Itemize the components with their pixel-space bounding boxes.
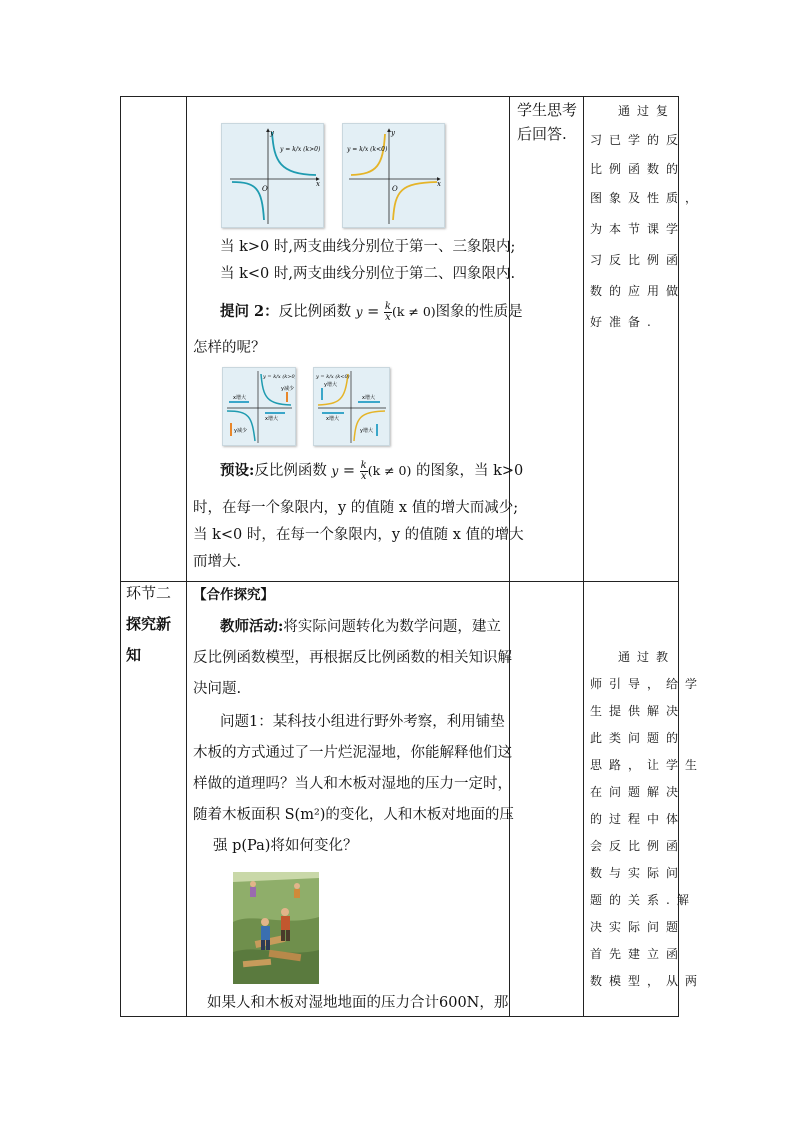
- svg-text:y减少: y减少: [281, 386, 294, 392]
- fraction-k-over-x: $\frac{k}{x}$: [384, 300, 391, 323]
- hyperbola-k-negative: [343, 124, 444, 227]
- preset-condition: (k ≠ 0): [367, 463, 412, 478]
- svg-text:O: O: [262, 185, 268, 193]
- preset-text: 反比例函数: [254, 463, 327, 479]
- graph-k-positive: [221, 123, 324, 228]
- preset-text: 的图象，当 k>0: [416, 463, 524, 479]
- svg-text:y增大: y增大: [324, 382, 337, 388]
- teacher-line-1: [220, 617, 501, 637]
- question-2-line-2: 怎样的呢？: [193, 340, 266, 356]
- design-intent-2-line: 会反比例函: [590, 839, 686, 853]
- design-intent-line: 为本节课学: [590, 222, 686, 236]
- design-intent-2-line: 师引导，给学: [590, 677, 705, 691]
- student-activity-line-2: 后回答.: [517, 125, 567, 143]
- design-intent-2-line: 在问题解决: [590, 785, 686, 799]
- section-title: 【合作探究】: [193, 587, 274, 603]
- svg-text:y减少: y减少: [234, 428, 247, 434]
- design-intent-line: 习已学的反: [590, 133, 686, 147]
- hyperbola-k-positive: [222, 124, 323, 227]
- question-2-text: 反比例函数: [278, 304, 352, 320]
- design-intent-2-line: 此类问题的: [590, 731, 686, 745]
- svg-text:x: x: [437, 180, 441, 188]
- svg-text:y = k/x (k<0): y = k/x (k<0): [347, 146, 388, 153]
- table-border-top: [120, 96, 679, 97]
- question-2-line: 提问 2：反比例函数 y = $\frac{k}{x}$ (k ≠ 0)图象的性质是: [220, 300, 523, 323]
- student-activity-line-1: 学生思考: [517, 101, 578, 119]
- teacher-label: 教师活动:: [220, 618, 284, 635]
- svg-text:x增大: x增大: [326, 416, 339, 422]
- graph-k-positive-trend: [222, 367, 296, 446]
- hyperbola-trend-k-negative: [314, 368, 389, 445]
- property-line-1: 当 k>0 时,两支曲线分别位于第一、三象限内;: [220, 239, 516, 255]
- column-divider-1: [186, 96, 187, 1017]
- svg-text:y: y: [270, 129, 274, 137]
- problem-line-2: 木板的方式通过了一片烂泥湿地，你能解释他们这: [193, 745, 512, 761]
- preset-line-1: 预设:反比例函数 y = $\frac{k}{x}$ (k ≠ 0) 的图象，当 k>0: [220, 459, 524, 482]
- design-intent-line: 通过复: [618, 104, 676, 118]
- design-intent-line: 习反比例函: [590, 253, 686, 267]
- property-line-2: 当 k<0 时,两支曲线分别位于第二、四象限内.: [220, 266, 516, 282]
- question-2-text: 图象的性质是: [435, 304, 523, 320]
- question-2-label: 提问 2：: [220, 303, 279, 320]
- problem-line-3: 样做的道理吗？当人和木板对湿地的压力一定时，: [193, 776, 512, 792]
- hyperbola-trend-k-positive: [223, 368, 295, 445]
- teacher-line-2: 反比例函数模型，再根据反比例函数的相关知识解: [193, 650, 512, 666]
- wetland-boards-illustration: [233, 872, 319, 984]
- design-intent-2-line: 数模型，从两: [590, 974, 705, 988]
- stage-label-line-3: 知: [126, 646, 142, 664]
- stage-label-line-2: 探究新: [126, 615, 172, 633]
- svg-text:x: x: [316, 180, 320, 188]
- fraction-k-over-x: $\frac{k}{x}$: [360, 459, 367, 482]
- table-border-left: [120, 96, 121, 1017]
- problem-line-1: 问题1：某科技小组进行野外考察，利用铺垫: [220, 714, 505, 730]
- svg-text:O: O: [392, 185, 398, 193]
- preset-label: 预设:: [220, 462, 255, 479]
- design-intent-line: 好准备.: [590, 315, 658, 329]
- design-intent-2-line: 数与实际问: [590, 866, 686, 880]
- problem-continuation-line: 如果人和木板对湿地地面的压力合计600N，那: [207, 995, 509, 1011]
- design-intent-2-line: 生提供解决: [590, 704, 686, 718]
- design-intent-line: 图象及性质，: [590, 191, 705, 205]
- problem-line-5: 强 p(Pa)将如何变化？: [213, 838, 358, 854]
- preset-line-3: 当 k<0 时，在每一个象限内，y 的值随 x 值的增大: [193, 527, 524, 543]
- svg-text:x增大: x增大: [233, 395, 246, 401]
- teacher-line-3: 决问题.: [193, 681, 242, 697]
- design-intent-line: 数的应用做: [590, 284, 686, 298]
- svg-text:y: y: [391, 129, 395, 137]
- preset-line-2: 时，在每一个象限内，y 的值随 x 值的增大而减少;: [193, 500, 519, 516]
- svg-text:y = k/x (k>0): y = k/x (k>0): [280, 146, 321, 153]
- question-2-condition: (k ≠ 0): [391, 304, 436, 319]
- teacher-text: 将实际问题转化为数学问题，建立: [283, 619, 501, 635]
- design-intent-2-line: 思路，让学生: [590, 758, 705, 772]
- problem-line-4: 随着木板面积 S(m²)的变化，人和木板对地面的压: [193, 807, 514, 823]
- svg-text:x增大: x增大: [362, 395, 375, 401]
- column-divider-3: [583, 96, 584, 1017]
- svg-text:y增大: y增大: [360, 428, 373, 434]
- column-divider-2: [509, 96, 510, 1017]
- stage-label-line-1: 环节二: [126, 584, 172, 602]
- graph-k-negative-trend: [313, 367, 390, 446]
- row-divider: [120, 581, 679, 582]
- preset-line-4: 而增大.: [193, 554, 242, 570]
- design-intent-2-line: 的过程中体: [590, 812, 686, 826]
- design-intent-2-line: 通过教: [618, 650, 676, 664]
- design-intent-line: 比例函数的: [590, 162, 686, 176]
- table-border-bottom: [120, 1016, 679, 1017]
- design-intent-2-line: 首先建立函: [590, 947, 686, 961]
- svg-text:y = k/x (k<0): y = k/x (k<0): [316, 374, 350, 380]
- graph-k-negative: [342, 123, 445, 228]
- svg-text:y = k/x (k>0): y = k/x (k>0): [263, 374, 295, 380]
- design-intent-2-line: 决实际问题: [590, 920, 686, 934]
- svg-text:x增大: x增大: [265, 416, 278, 422]
- design-intent-2-line: 题的关系.解: [590, 893, 696, 907]
